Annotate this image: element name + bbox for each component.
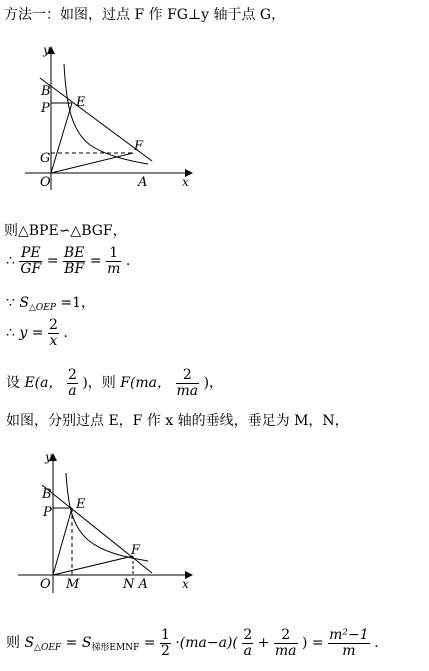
label-e: E	[76, 95, 86, 110]
text-line-5: ∴ y = $\frac{2}{x}$ .	[6, 317, 68, 349]
fraction-m2-1-m: $\frac{\text{m²−1}}{m}$	[329, 627, 369, 659]
svg-text:y: y	[45, 450, 52, 464]
label-a: A	[138, 175, 148, 190]
fraction-be-bf: $\frac{BE}{BF}$	[63, 245, 85, 277]
therefore-symbol: ∴	[6, 253, 15, 270]
label-g: G	[40, 151, 51, 166]
fraction-1-2: $\frac{1}{2}$	[160, 627, 170, 659]
text-line-3: ∴ $\frac{PE}{GF}$ = $\frac{BE}{BF}$ = $\frac{1}{m}$ .	[6, 245, 131, 277]
svg-text:B: B	[42, 487, 52, 502]
label-y: y	[43, 43, 50, 57]
segment-of	[51, 153, 133, 173]
fraction-2-ma-b: $\frac{2}{ma}$	[274, 627, 297, 659]
text-line-2: 则△BPE∽△BGF，	[4, 223, 127, 239]
svg-text:O: O	[40, 577, 51, 592]
text-line-1: 方法一：如图，过点 F 作 FG⊥y 轴于点 G，	[4, 7, 286, 23]
fraction-2-x: $\frac{2}{x}$	[48, 317, 58, 349]
svg-text:M: M	[66, 577, 80, 592]
svg-text:E: E	[76, 497, 86, 512]
label-p: P	[41, 101, 50, 116]
text-line-7: 如图，分别过点 E，F 作 x 轴的垂线，垂足为 M，N，	[6, 413, 349, 429]
segment-oe	[51, 103, 72, 173]
svg-text:N A: N A	[123, 577, 148, 592]
fraction-2-a: $\frac{2}{a}$	[67, 367, 77, 399]
figure-2	[0, 445, 220, 605]
svg-text:x: x	[182, 577, 189, 591]
fraction-pe-gf: $\frac{PE}{GF}$	[20, 245, 42, 277]
figure-1	[0, 40, 220, 200]
label-b: B	[41, 84, 51, 99]
text-line-4: ∵ $S_{\triangle OEP} =1$，	[6, 295, 95, 313]
label-x: x	[182, 175, 189, 189]
fraction-2-ma: $\frac{2}{ma}$	[176, 367, 199, 399]
svg-text:F: F	[131, 543, 141, 558]
text-line-6: 设 E(a， $\frac{2}{a}$ )，则 F(ma， $\frac{2}{ma}$ )，	[6, 367, 224, 399]
svg-text:P: P	[43, 505, 52, 520]
text-line-8: 则 $S_{\triangle OEF} = S_{梯形EMNF}$ = $\frac{1}{2}$ ·(ma−a)( $\frac{2}{a}$ + $\frac{2}{ma}$ ) = $\frac{\text{m²−1}}{m}$ .	[6, 627, 379, 659]
fraction-1-m: $\frac{1}{m}$	[107, 245, 121, 277]
fraction-2-a-b: $\frac{2}{a}$	[243, 627, 253, 659]
label-o: O	[40, 175, 51, 190]
label-f: F	[134, 139, 144, 154]
